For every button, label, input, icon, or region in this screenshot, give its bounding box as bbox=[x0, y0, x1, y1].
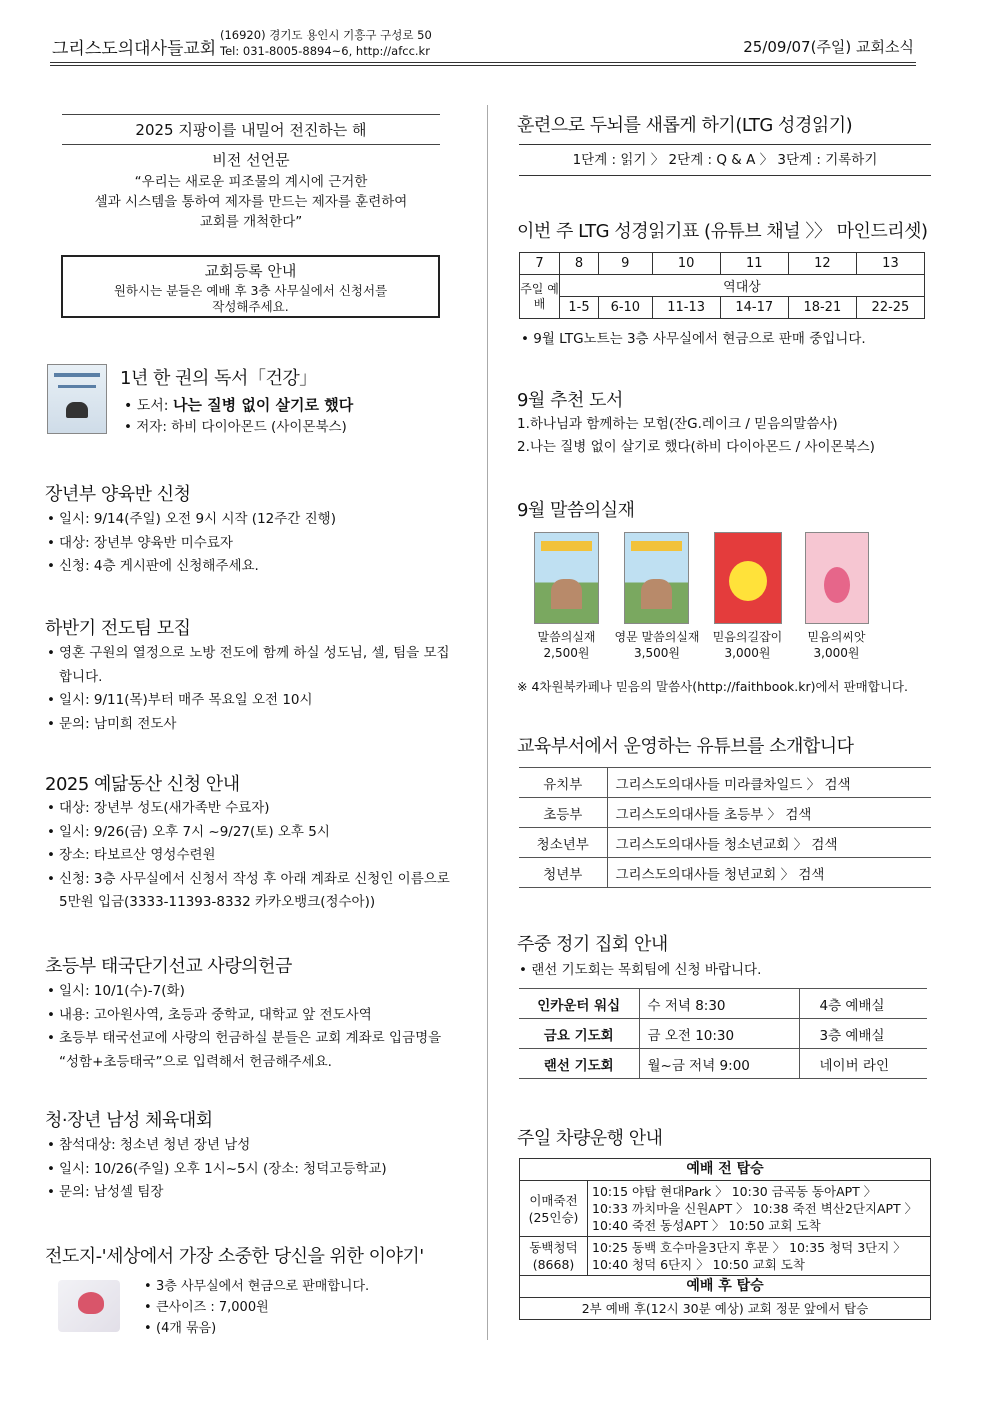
meetings-note-text: 랜선 기도회는 목회팀에 신청 바랍니다. bbox=[531, 962, 762, 978]
tract-image bbox=[58, 1280, 120, 1332]
book-caption-2 bbox=[608, 629, 706, 661]
training-steps: 1단계 : 읽기 〉 2단계 : Q & A 〉 3단계 : 기록하기 bbox=[572, 152, 878, 168]
book-price: 2,500원 bbox=[543, 646, 590, 660]
youtube-dept: 유치부 bbox=[519, 768, 607, 798]
tract-list bbox=[144, 1276, 444, 1339]
registration-box bbox=[61, 255, 440, 318]
bus-route-label: 동백청덕 bbox=[529, 1240, 578, 1255]
parenting-list bbox=[47, 508, 467, 579]
meeting-time: 수 저녁 8:30 bbox=[639, 989, 799, 1019]
reading-book: 나는 질병 없이 살기로 했다 bbox=[172, 396, 354, 414]
list-item: • 신청: 3층 사무실에서 신청서 작성 후 아래 계좌로 신청인 이름으로 5만원 입금(3333-11393-8332 카카오뱅크(정수아)) bbox=[47, 868, 462, 915]
bus-stop-line: 10:40 죽전 동성APT 〉 10:50 교회 도착 bbox=[592, 1218, 821, 1233]
table-row bbox=[519, 768, 931, 798]
reading-book-line: • 도서: 나는 질병 없이 살기로 했다 bbox=[124, 396, 354, 414]
meetings-note: • 랜선 기도회는 목회팀에 신청 바랍니다. bbox=[519, 962, 762, 978]
retreat-title: 2025 예닮동산 신청 안내 bbox=[45, 774, 240, 795]
mission-title: 초등부 태국단기선교 사랑의헌금 bbox=[45, 956, 292, 977]
vision-title: 비전 선언문 bbox=[212, 151, 290, 169]
list-item: • 초등부 태국선교에 사랑의 헌금하실 분들은 교회 계좌로 입금명을 “성함+초등태국”으로 입력해서 헌금해주세요. bbox=[47, 1027, 462, 1074]
header-address: (16920) 경기도 용인시 기흥구 구성로 50 bbox=[220, 28, 432, 42]
list-item: • 일시: 10/1(수)-7(화) bbox=[47, 980, 462, 1004]
evangelism-title: 하반기 전도팀 모집 bbox=[45, 618, 191, 639]
bus-route-name bbox=[520, 1181, 588, 1237]
vision-line-2: 셀과 시스템을 통하여 제자를 만드는 제자를 훈련하여 bbox=[94, 194, 408, 210]
bus-route-sub: (25인승) bbox=[528, 1209, 579, 1225]
ltg-day: 10 bbox=[652, 253, 720, 275]
reading-author: • 저자: 하비 다이아몬드 (사이몬북스) bbox=[124, 419, 347, 435]
youtube-dept: 초등부 bbox=[519, 798, 607, 828]
list-item: • 일시: 9/26(금) 오후 7시 ~9/27(토) 오후 5시 bbox=[47, 821, 462, 845]
list-item: • 참석대상: 청소년 청년 장년 남성 bbox=[47, 1134, 477, 1158]
registration-line-2: 작성해주세요. bbox=[212, 299, 289, 314]
registration-title: 교회등록 안내 bbox=[204, 262, 297, 280]
youtube-title: 교육부서에서 운영하는 유튜브를 소개합니다 bbox=[517, 736, 854, 757]
bus-route-stops bbox=[588, 1237, 931, 1276]
youtube-channel: 그리스도의대사들 청년교회 〉 검색 bbox=[607, 858, 931, 888]
bus-title: 주일 차량운행 안내 bbox=[517, 1128, 663, 1149]
ltg-chapters: 18-21 bbox=[788, 297, 856, 319]
ltg-note-text: 9월 LTG노트는 3층 사무실에서 현금으로 판매 중입니다. bbox=[533, 331, 866, 347]
youtube-channel: 그리스도의대사들 청소년교회 〉 검색 bbox=[607, 828, 931, 858]
bus-stop-line: 10:15 야탑 현대Park 〉 10:30 금곡동 동아APT 〉 bbox=[592, 1184, 877, 1199]
youtube-dept: 청년부 bbox=[519, 858, 607, 888]
bus-route-stops bbox=[588, 1181, 931, 1237]
list-item: • 대상: 장년부 양육반 미수료자 bbox=[47, 532, 467, 556]
list-item: 1.하나님과 함께하는 모험(잔G.레이크 / 믿음의말씀사) bbox=[517, 416, 838, 432]
bus-route-name bbox=[520, 1237, 588, 1276]
book-cover-4 bbox=[805, 532, 869, 624]
meeting-name: 인카운터 워십 bbox=[519, 989, 639, 1019]
ltg-day: 12 bbox=[788, 253, 856, 275]
word-title: 9월 말씀의실재 bbox=[517, 500, 635, 521]
health-book-cover bbox=[47, 364, 107, 434]
list-item: • 일시: 9/14(주일) 오전 9시 시작 (12주간 진행) bbox=[47, 508, 467, 532]
recommend-list bbox=[517, 413, 875, 459]
list-item: • 3층 사무실에서 현금으로 판매합니다. bbox=[144, 1276, 444, 1297]
book-cover-2 bbox=[624, 532, 689, 624]
meeting-name: 랜선 기도회 bbox=[519, 1049, 639, 1079]
ltg-day: 11 bbox=[720, 253, 788, 275]
training-steps-box bbox=[519, 144, 931, 176]
header-contact: Tel: 031-8005-8894~6, http://afcc.kr bbox=[220, 44, 430, 58]
bus-after-header: 예배 후 탑승 bbox=[520, 1276, 931, 1298]
book-price: 3,000원 bbox=[724, 646, 771, 660]
ltg-chapters: 6-10 bbox=[599, 297, 653, 319]
header-church-name: 그리스도의대사들교회 bbox=[52, 39, 217, 59]
book-name: 믿음의길잡이 bbox=[712, 630, 783, 644]
recommend-title: 9월 추천 도서 bbox=[517, 390, 623, 411]
meetings-title: 주중 정기 집회 안내 bbox=[517, 934, 668, 955]
bus-stop-line: 10:33 까치마을 신원APT 〉 10:38 죽전 벽산2단지APT 〉 bbox=[592, 1201, 918, 1216]
word-note: ※ 4차원북카페나 믿음의 말씀사(http://faithbook.kr)에서 판매합니다. bbox=[517, 679, 908, 694]
table-row bbox=[519, 858, 931, 888]
bus-table bbox=[519, 1158, 931, 1320]
vision-year-title: 2025 지팡이를 내밀어 전진하는 해 bbox=[62, 114, 440, 145]
list-item: • 내용: 고아원사역, 초등과 중학교, 대학교 앞 전도사역 bbox=[47, 1004, 462, 1028]
ltg-day: 8 bbox=[560, 253, 599, 275]
sports-title: 청·장년 남성 체육대회 bbox=[45, 1110, 213, 1131]
ltg-chapters: 11-13 bbox=[652, 297, 720, 319]
ltg-chapters: 22-25 bbox=[856, 297, 924, 319]
book-price: 3,500원 bbox=[634, 646, 680, 660]
evangelism-list bbox=[47, 642, 462, 736]
list-item: • 일시: 10/26(주일) 오후 1시~5시 (장소: 청덕고등학교) bbox=[47, 1158, 477, 1182]
book-price: 3,000원 bbox=[813, 646, 860, 660]
ltg-note: • 9월 LTG노트는 3층 사무실에서 현금으로 판매 중입니다. bbox=[521, 331, 866, 347]
reading-title: 1년 한 권의 독서「건강」 bbox=[120, 368, 317, 389]
parenting-title: 장년부 양육반 신청 bbox=[45, 484, 191, 505]
list-item: • 일시: 9/11(목)부터 매주 목요일 오전 10시 bbox=[47, 689, 462, 713]
table-row bbox=[519, 828, 931, 858]
ltg-month: 7 bbox=[520, 253, 560, 275]
youtube-table bbox=[519, 767, 931, 888]
reading-book-prefix: 도서: bbox=[136, 398, 173, 414]
book-caption-4 bbox=[789, 629, 884, 661]
book-name: 믿음의씨앗 bbox=[807, 630, 866, 644]
book-cover-1 bbox=[534, 532, 599, 624]
reading-author-text: 저자: 하비 다이아몬드 (사이몬북스) bbox=[136, 419, 347, 435]
registration-line-1: 원하시는 분들은 예배 후 3층 사무실에서 신청서를 bbox=[113, 283, 388, 298]
ltg-title: 이번 주 LTG 성경읽기표 (유튜브 채널 〉〉 마인드리셋) bbox=[517, 221, 928, 242]
column-divider bbox=[487, 105, 488, 1340]
mission-list bbox=[47, 980, 462, 1074]
meeting-place: 4층 예배실 bbox=[799, 989, 927, 1019]
table-row bbox=[519, 1019, 927, 1049]
book-name: 말씀의실재 bbox=[537, 630, 596, 644]
meeting-name: 금요 기도회 bbox=[519, 1019, 639, 1049]
vision-box bbox=[62, 114, 440, 232]
bus-stop-line: 10:25 동백 호수마을3단지 후문 〉 10:35 청덕 3단지 〉 bbox=[592, 1240, 906, 1255]
table-row bbox=[520, 1181, 931, 1237]
book-caption-3 bbox=[700, 629, 795, 661]
ltg-day: 13 bbox=[856, 253, 924, 275]
table-row bbox=[520, 1237, 931, 1276]
meeting-time: 금 오전 10:30 bbox=[639, 1019, 799, 1049]
list-item: • 장소: 타보르산 영성수련원 bbox=[47, 844, 462, 868]
tract-title: 전도지-'세상에서 가장 소중한 당신을 위한 이야기' bbox=[45, 1246, 424, 1267]
list-item: • 문의: 남성셀 팀장 bbox=[47, 1181, 477, 1205]
table-row bbox=[519, 989, 927, 1019]
list-item: • 큰사이즈 : 7,000원 bbox=[144, 1297, 444, 1318]
meeting-place: 네이버 라인 bbox=[799, 1049, 927, 1079]
book-cover-3 bbox=[714, 532, 782, 624]
youtube-channel: 그리스도의대사들 초등부 〉 검색 bbox=[607, 798, 931, 828]
bus-stop-line: 10:40 청덕 6단지 〉 10:50 교회 도착 bbox=[592, 1257, 805, 1272]
retreat-list bbox=[47, 797, 462, 915]
ltg-table bbox=[519, 252, 925, 319]
training-title: 훈련으로 두뇌를 새롭게 하기(LTG 성경읽기) bbox=[517, 115, 853, 136]
list-item: • (4개 묶음) bbox=[144, 1318, 444, 1339]
list-item: • 신청: 4층 게시판에 신청해주세요. bbox=[47, 555, 467, 579]
ltg-row-label: 주일 예배 bbox=[520, 275, 560, 319]
sports-list bbox=[47, 1134, 477, 1205]
meetings-table bbox=[519, 988, 927, 1079]
bus-route-label: 이매죽전 bbox=[529, 1192, 578, 1208]
list-item: • 영혼 구원의 열정으로 노방 전도에 함께 하실 성도님, 셀, 팀을 모집합니다. bbox=[47, 642, 462, 689]
bus-before-header: 예배 전 탑승 bbox=[520, 1159, 931, 1181]
header-date: 25/09/07(주일) 교회소식 bbox=[743, 38, 914, 56]
vision-line-3: 교회를 개척한다” bbox=[199, 214, 303, 230]
header-rule bbox=[50, 62, 916, 66]
bus-after-text: 2부 예배 후(12시 30분 예상) 교회 정문 앞에서 탑승 bbox=[520, 1298, 931, 1320]
bus-route-sub: (8668) bbox=[532, 1257, 575, 1272]
meeting-time: 월~금 저녁 9:00 bbox=[639, 1049, 799, 1079]
list-item: 2.나는 질병 없이 살기로 했다(하비 다이아몬드 / 사이몬북스) bbox=[517, 439, 875, 455]
list-item: • 대상: 장년부 성도(새가족반 수료자) bbox=[47, 797, 462, 821]
list-item: • 문의: 남미희 전도사 bbox=[47, 713, 462, 737]
book-caption-1 bbox=[519, 629, 614, 661]
ltg-chapters: 14-17 bbox=[720, 297, 788, 319]
youtube-channel: 그리스도의대사들 미라클차일드 〉 검색 bbox=[607, 768, 931, 798]
ltg-book: 역대상 bbox=[560, 275, 925, 297]
book-name: 영문 말씀의실재 bbox=[614, 630, 700, 644]
table-row bbox=[519, 1049, 927, 1079]
table-row bbox=[519, 798, 931, 828]
youtube-dept: 청소년부 bbox=[519, 828, 607, 858]
meeting-place: 3층 예배실 bbox=[799, 1019, 927, 1049]
vision-line-1: “우리는 새로운 피조물의 계시에 근거한 bbox=[134, 174, 368, 190]
ltg-day: 9 bbox=[599, 253, 653, 275]
ltg-chapters: 1-5 bbox=[560, 297, 599, 319]
